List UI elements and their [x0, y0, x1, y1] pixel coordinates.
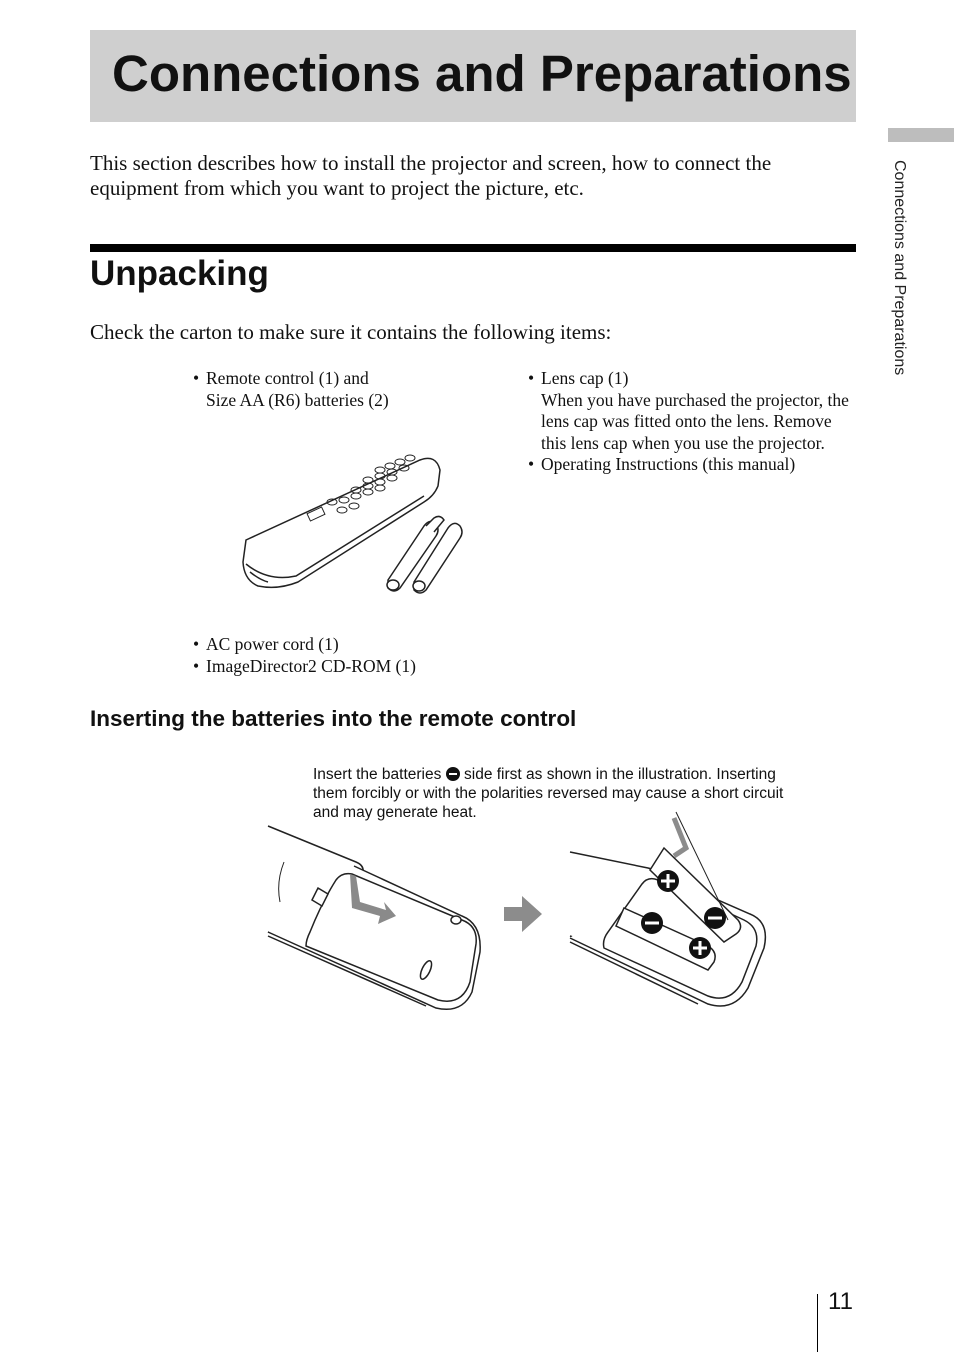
item-cd-rom: ImageDirector2 CD-ROM (1)	[206, 655, 416, 676]
check-carton-text: Check the carton to make sure it contains the following items:	[90, 320, 612, 344]
section-rule	[90, 244, 856, 252]
item-manual: Operating Instructions (this manual)	[541, 454, 796, 474]
subsection-title-batteries: Inserting the batteries into the remote control	[90, 706, 577, 731]
intro-paragraph: This section describes how to install the projector and screen, how to connect the equipment from which you want to project the picture, etc.	[90, 151, 772, 200]
plus-polarity-icon	[689, 937, 711, 959]
items-list-right	[528, 368, 858, 476]
title-band	[90, 30, 856, 122]
remote-batteries-illustration	[568, 808, 774, 1008]
page-number-rule	[817, 1294, 818, 1352]
section-title-unpacking: Unpacking	[90, 254, 269, 293]
side-tab-label: Connections and Preparations	[891, 160, 908, 376]
list-item	[528, 368, 858, 454]
item-batteries: Size AA (R6) batteries (2)	[206, 389, 389, 410]
arrow-right-icon	[504, 896, 542, 932]
remote-control-illustration	[238, 448, 468, 593]
page-number: 11	[828, 1288, 853, 1315]
remote-cover-illustration	[266, 822, 486, 1014]
page-title: Connections and Preparations	[112, 45, 852, 102]
plus-polarity-icon	[657, 870, 679, 892]
list-item	[193, 368, 493, 411]
list-item	[528, 454, 858, 476]
lens-cap-note: When you have purchased the projector, the lens cap was fitted onto the lens. Remove this lens cap when you use the projector.	[541, 389, 849, 453]
items-list-left	[193, 368, 493, 411]
minus-polarity-icon	[704, 907, 726, 929]
list-item	[193, 656, 513, 678]
minus-polarity-icon	[446, 767, 460, 781]
caution-prefix: Insert the batteries	[313, 766, 442, 783]
item-lens-cap: Lens cap (1)	[541, 368, 629, 388]
item-remote: Remote control (1) and	[206, 368, 369, 388]
side-tab-bar	[888, 128, 954, 142]
item-ac-power-cord: AC power cord (1)	[206, 634, 339, 654]
caution-rest: side first as shown in the illustration. Inserting them forcibly or with the polarities reversed may cause a short circuit and may generate heat.	[313, 766, 784, 821]
minus-polarity-icon	[641, 912, 663, 934]
list-item	[193, 634, 513, 656]
items-list-bottom	[193, 634, 513, 677]
